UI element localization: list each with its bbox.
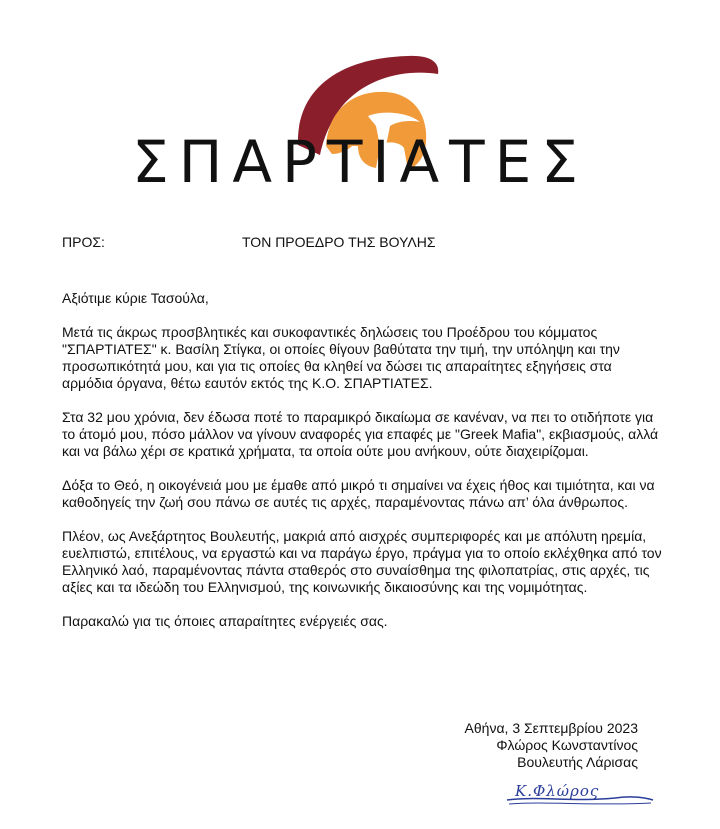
paragraph: Στα 32 μου χρόνια, δεν έδωσα ποτέ το παραμικρό δικαίωμα σε κανέναν, να πει το οτιδήποτε για το άτομό μου, πόσο μάλλον να γίνουν αναφορές για επαφές με "Greek Mafia", εκβιασμούς, αλλά και να βάλω χέρι σε κρατικά χρήματα, τα οποία ούτε μου ανήκουν, ούτε διαχειρίζομαι. xyxy=(62,409,659,459)
party-logo xyxy=(0,0,720,210)
letter-body xyxy=(62,290,662,647)
handwritten-signature xyxy=(505,776,655,810)
party-name: ΣΠΑΡΤΙΑΤΕΣ xyxy=(132,128,588,196)
greeting: Αξιότιμε κύριε Τασούλα, xyxy=(62,290,209,306)
signature-text: Κ.Φλώρος xyxy=(515,782,600,800)
recipient-label: ΠΡΟΣ: xyxy=(62,234,105,250)
paragraph: Πλέον, ως Ανεξάρτητος Βουλευτής, μακριά από αισχρές συμπεριφορές και με απόλυτη ηρεμία, ευελπιστώ, επιτέλους, να εργαστώ και να παράγω έργο, πράγμα για το οποίο εκλέχθηκα από τον Ελληνικό λαό, παραμένοντας πάντα σταθερός στο συναίσθημα της φιλοπατρίας, στις αρχές, τις αξίες και τα ιδεώδη του Ελληνισμού, της κοινωνικής δικαιοσύνης και της νομιμότητας. xyxy=(62,528,662,595)
signer-title: Βουλευτής Λάρισας xyxy=(517,754,638,770)
recipient-name: ΤΟΝ ΠΡΟΕΔΡΟ ΤΗΣ ΒΟΥΛΗΣ xyxy=(242,234,436,250)
place-date: Αθήνα, 3 Σεπτεμβρίου 2023 xyxy=(464,720,638,736)
paragraph: Δόξα το Θεό, η οικογένειά μου με έμαθε από μικρό τι σημαίνει να έχεις ήθος και τιμιότητα, και να καθοδηγείς την ζωή σου πάνω σε αυτές τις αρχές, παραμένοντας πάνω απ’ όλα άνθρωπος. xyxy=(62,477,655,510)
signer-name: Φλώρος Κωνσταντίνος xyxy=(496,737,638,753)
paragraph: Παρακαλώ για τις όποιες απαραίτητες ενέργειές σας. xyxy=(62,613,388,629)
closing-block xyxy=(465,720,638,771)
paragraph: Μετά τις άκρως προσβλητικές και συκοφαντικές δηλώσεις του Προέδρου του κόμματος "ΣΠΑΡΤΙΑΤΕΣ" κ. Βασίλη Στίγκα, οι οποίες θίγουν βαθύτατα την τιμή, την υπόληψη και την προσωπικότητά μου, και για τις οποίες θα κληθεί να δώσει τις απαραίτητες εξηγήσεις στα αρμόδια όργανα, θέτω εαυτόν εκτός της Κ.Ο. ΣΠΑΡΤΙΑΤΕΣ. xyxy=(62,324,620,391)
